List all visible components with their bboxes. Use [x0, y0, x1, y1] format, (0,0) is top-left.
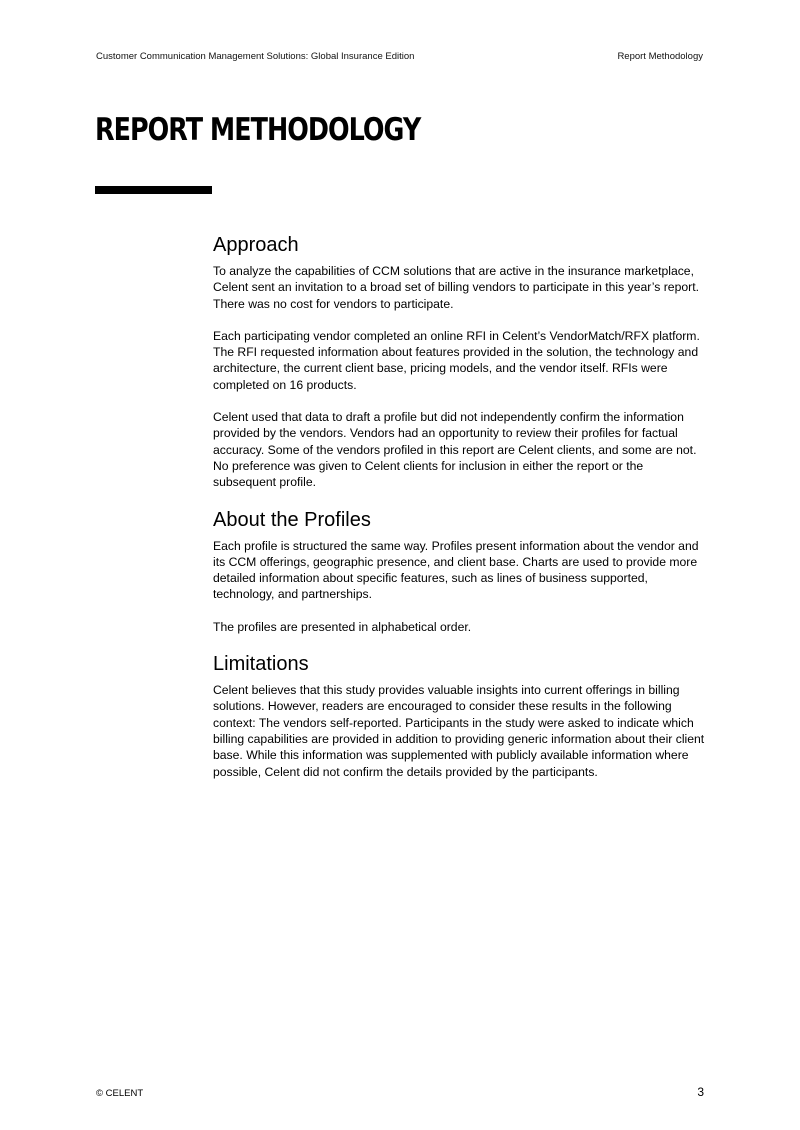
footer-copyright: © CELENT — [96, 1088, 144, 1099]
section-limitations — [213, 651, 705, 780]
page-title: REPORT METHODOLOGY — [95, 112, 421, 148]
section-approach — [213, 232, 705, 491]
paragraph: Celent believes that this study provides valuable insights into current offerings in billing solutions. However, readers are encouraged to consider these results in the following context: The vendors self-reported. Participants in the study were asked to indicate which billing capabilities are provided in addition to providing generic information about their client base. While this information was supplemented with publicly available information where possible, Celent did not confirm the details provided by the participants. — [213, 683, 705, 779]
section-heading: Limitations — [213, 653, 309, 676]
paragraph: Celent used that data to draft a profile but did not independently confirm the information provided by the vendors. Vendors had an opportunity to review their profiles for factual accuracy. Some of the vendors profiled in this report are Celent clients, and some are not. No preference was given to Celent clients for inclusion in either the report or the subsequent profile. — [213, 410, 697, 490]
section-about-the-profiles — [213, 507, 705, 635]
paragraph: Each participating vendor completed an online RFI in Celent’s VendorMatch/RFX platform. The RFI requested information about features provided in the solution, the technology and architecture, the current client base, pricing models, and the vendor itself. RFIs were completed on 16 products. — [213, 328, 700, 392]
paragraph: The profiles are presented in alphabetical order. — [213, 619, 472, 634]
header-document-title: Customer Communication Management Solutions: Global Insurance Edition — [96, 51, 415, 62]
page-number: 3 — [697, 1085, 704, 1099]
section-heading: About the Profiles — [213, 508, 371, 531]
title-underline-bar — [95, 186, 212, 194]
section-heading: Approach — [213, 234, 299, 256]
header-section-title: Report Methodology — [617, 51, 703, 62]
running-header — [96, 51, 703, 62]
main-content — [213, 232, 705, 796]
paragraph: Each profile is structured the same way. Profiles present information about the vendor and its CCM offerings, geographic presence, and client base. Charts are used to provide more detailed information about specific features, such as lines of business supported, technology, and partnerships. — [213, 538, 699, 602]
paragraph: To analyze the capabilities of CCM solutions that are active in the insurance marketplace, Celent sent an invitation to a broad set of billing vendors to participate in this year’s report. There was no cost for vendors to participate. — [213, 264, 699, 311]
